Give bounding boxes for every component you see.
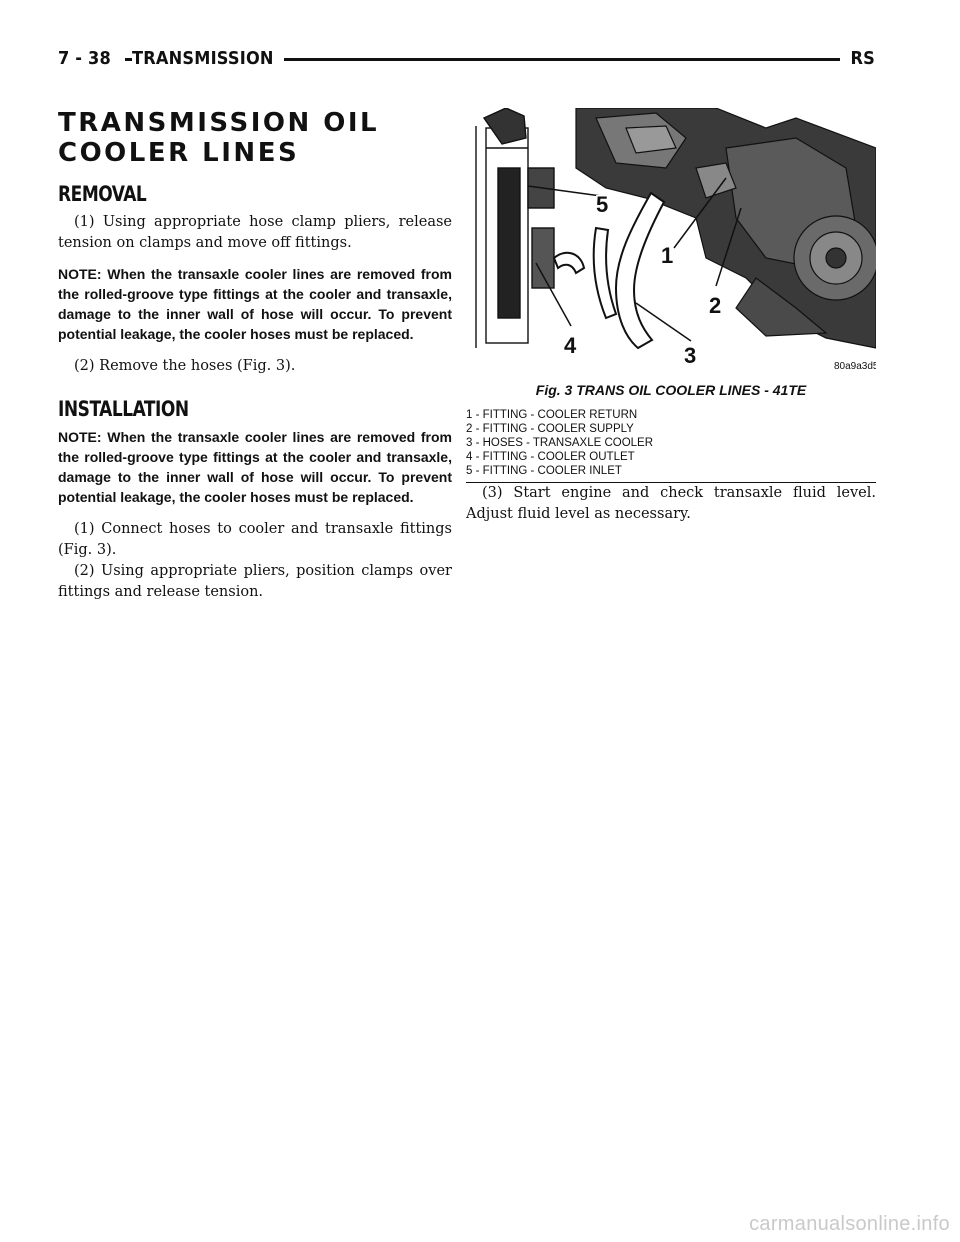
left-column [58,108,452,613]
page-header [58,48,875,72]
legend-item: 3 - HOSES - TRANSAXLE COOLER [466,437,654,449]
page-title: TRANSMISSION OIL COOLER LINES [58,108,380,168]
installation-heading: INSTALLATION [58,397,189,421]
engine-diagram [466,108,876,378]
legend-item: 1 - FITTING - COOLER RETURN [466,409,638,421]
removal-note: NOTE: When the transaxle cooler lines are removed from the rolled-groove type fittings at the cooler and transaxle, damage to the inner wall of hose will occur. To prevent potential leakage, the cooler hoses must be replaced. [58,266,452,342]
figure-caption-block [466,382,876,483]
callout-3: 3 [684,343,697,368]
removal-step-1: (1) Using appropriate hose clamp pliers, release tension on clamps and move off fittings. [58,214,452,251]
installation-step-2: (2) Using appropriate pliers, position clamps over fittings and release tension. [58,563,452,600]
removal-step-2: (2) Remove the hoses (Fig. 3). [74,358,296,374]
image-code: 80a9a3d5 [834,361,876,372]
right-column [466,108,876,535]
callout-4: 4 [564,333,577,358]
legend-item: 4 - FITTING - COOLER OUTLET [466,451,635,463]
watermark: carmanualsonline.info [749,1213,950,1235]
installation-step-1: (1) Connect hoses to cooler and transaxle fittings (Fig. 3). [58,521,452,558]
callout-1: 1 [661,243,674,268]
figure-caption: Fig. 3 TRANS OIL COOLER LINES - 41TE [535,382,807,398]
section-title: TRANSMISSION [132,48,284,70]
legend-item: 5 - FITTING - COOLER INLET [466,465,622,477]
callout-5: 5 [596,192,609,217]
installation-step-3: (3) Start engine and check transaxle fluid level. Adjust fluid level as necessary. [466,485,876,522]
model-code: RS [840,48,875,70]
installation-note: NOTE: When the transaxle cooler lines are removed from the rolled-groove type fittings at the cooler and transaxle, damage to the inner wall of hose will occur. To prevent potential leakage, the cooler hoses must be replaced. [58,429,452,505]
legend-item: 2 - FITTING - COOLER SUPPLY [466,423,634,435]
cooler-lines-illustration [466,108,876,378]
page-number: 7 - 38 [58,48,125,70]
removal-heading: REMOVAL [58,182,147,206]
callout-2: 2 [709,293,722,318]
